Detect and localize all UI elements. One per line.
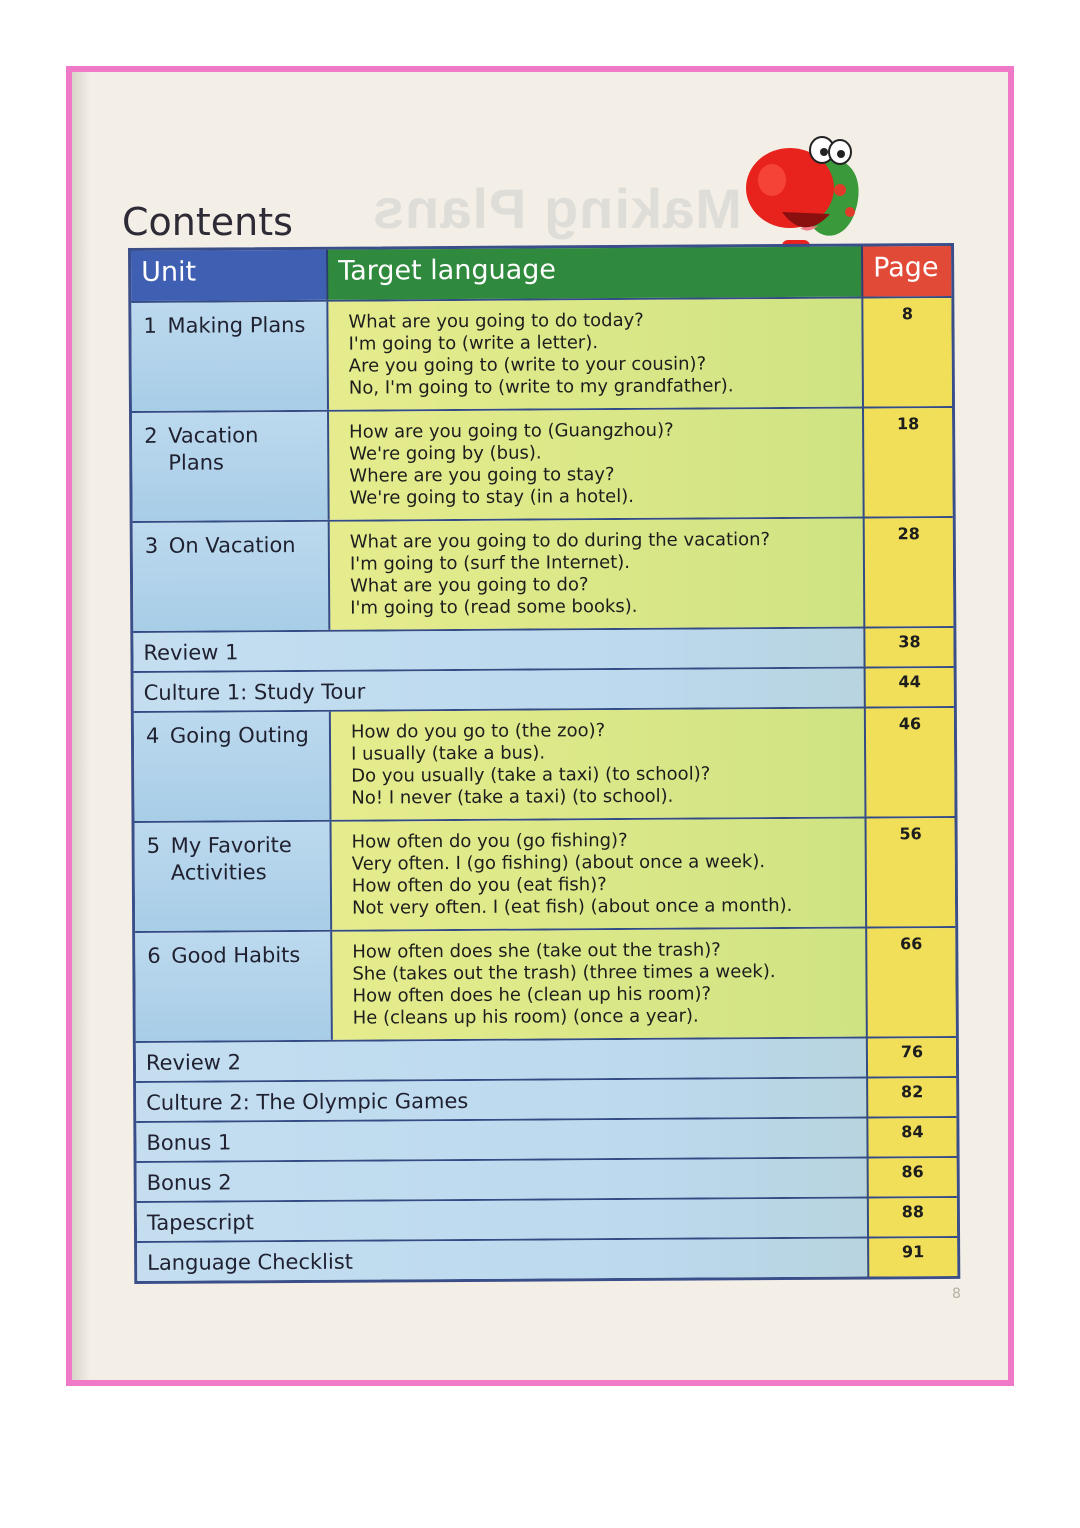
table-row xyxy=(136,1116,956,1161)
target-line: We're going to stay (in a hotel). xyxy=(349,485,634,509)
target-language-cell xyxy=(326,299,862,410)
header-page: Page xyxy=(861,246,951,297)
unit-name: Vacation Plans xyxy=(168,423,259,475)
table-row xyxy=(136,1036,956,1081)
table-row xyxy=(131,296,952,411)
target-line: How often do you (go fishing)? xyxy=(351,829,628,853)
page-number-cell: 82 xyxy=(866,1078,956,1117)
target-line: Where are you going to stay? xyxy=(349,464,615,487)
table-header xyxy=(131,246,951,301)
contents-table xyxy=(128,243,960,1284)
page-number-cell: 66 xyxy=(865,928,956,1037)
unit-name: On Vacation xyxy=(168,532,296,558)
section-label: Language Checklist xyxy=(137,1239,867,1281)
unit-name: Good Habits xyxy=(171,942,301,968)
unit-cell xyxy=(134,712,330,821)
table-row xyxy=(135,926,956,1041)
target-line: What are you going to do during the vacation? xyxy=(349,529,771,553)
section-label: Tapescript xyxy=(137,1199,867,1241)
unit-cell xyxy=(132,412,328,521)
target-line: No, I'm going to (write to my grandfather). xyxy=(348,375,734,399)
unit-cell xyxy=(133,522,329,631)
section-label: Bonus 1 xyxy=(136,1119,866,1161)
table-row xyxy=(136,1076,956,1121)
target-line: How do you go to (the zoo)? xyxy=(350,720,606,743)
target-line: What are you going to do today? xyxy=(348,309,644,333)
table-row xyxy=(137,1196,957,1241)
target-language-cell xyxy=(330,819,866,930)
target-line: Not very often. I (eat fish) (about once a month). xyxy=(351,894,793,919)
target-line: I'm going to (write a letter). xyxy=(348,332,599,355)
target-line: We're going by (bus). xyxy=(349,442,542,465)
page-number: 8 xyxy=(952,1286,961,1302)
section-label: Review 1 xyxy=(133,629,863,671)
page-number-cell: 56 xyxy=(864,818,955,927)
target-language-cell xyxy=(328,519,864,630)
page-number-cell: 84 xyxy=(866,1118,956,1157)
header-unit: Unit xyxy=(131,250,326,301)
mascot-icon xyxy=(742,120,872,260)
section-label: Bonus 2 xyxy=(137,1159,867,1201)
unit-number: 6 xyxy=(147,943,161,968)
target-line: Very often. I (go fishing) (about once a week). xyxy=(351,851,766,875)
table-row xyxy=(137,1236,957,1281)
target-language-cell xyxy=(327,409,863,520)
ghost-title-show-through: Making Plans xyxy=(372,177,742,240)
table-row xyxy=(137,1156,957,1201)
target-line: I'm going to (read some books). xyxy=(350,595,638,619)
unit-number: 5 xyxy=(146,833,161,858)
page-number-cell: 18 xyxy=(862,408,953,517)
section-label: Culture 1: Study Tour xyxy=(134,669,864,711)
target-line: She (takes out the trash) (three times a week). xyxy=(352,961,776,985)
target-line: What are you going to do? xyxy=(350,574,589,597)
section-label: Review 2 xyxy=(136,1039,866,1081)
page-frame xyxy=(66,66,1014,1386)
target-line: He (cleans up his room) (once a year). xyxy=(352,1005,699,1029)
page-number-cell: 8 xyxy=(861,298,952,407)
unit-number: 2 xyxy=(144,423,158,448)
target-line: How often do you (eat fish)? xyxy=(351,874,607,897)
target-line: How often does he (clean up his room)? xyxy=(352,983,712,1007)
target-line: I'm going to (surf the Internet). xyxy=(349,551,631,575)
page-number-cell: 91 xyxy=(867,1238,957,1277)
table-row xyxy=(134,706,955,821)
page-number-cell: 76 xyxy=(866,1038,956,1077)
target-line: I usually (take a bus). xyxy=(351,742,546,765)
section-label: Culture 2: The Olympic Games xyxy=(136,1079,866,1121)
page-number-cell: 38 xyxy=(863,628,953,667)
unit-cell xyxy=(135,932,331,1041)
unit-cell xyxy=(135,822,331,931)
unit-name: Going Outing xyxy=(169,722,309,748)
target-language-cell xyxy=(329,709,865,820)
target-line: How are you going to (Guangzhou)? xyxy=(349,419,674,443)
page-title: Contents xyxy=(122,200,293,244)
target-line: Do you usually (take a taxi) (to school)? xyxy=(351,763,711,787)
table-row xyxy=(133,626,953,671)
unit-number: 3 xyxy=(144,533,159,558)
target-language-cell xyxy=(330,929,866,1040)
unit-number: 4 xyxy=(145,723,160,748)
table-row xyxy=(132,406,953,521)
page-number-cell: 28 xyxy=(863,518,954,627)
target-line: No! I never (take a taxi) (to school). xyxy=(351,785,674,809)
unit-cell xyxy=(131,302,327,411)
header-target-language: Target language xyxy=(326,247,861,300)
page-number-cell: 88 xyxy=(867,1198,957,1237)
page-number-cell: 86 xyxy=(867,1158,957,1197)
target-line: How often does she (take out the trash)? xyxy=(352,939,721,963)
unit-name: My Favorite Activities xyxy=(170,833,292,885)
page-number-cell: 44 xyxy=(864,668,954,707)
table-row xyxy=(135,816,956,931)
table-row xyxy=(134,666,954,711)
page-number-cell: 46 xyxy=(864,708,955,817)
table-row xyxy=(133,516,954,631)
paper-fold xyxy=(72,72,90,1380)
unit-name: Making Plans xyxy=(167,312,306,338)
unit-number: 1 xyxy=(143,313,157,338)
target-line: Are you going to (write to your cousin)? xyxy=(348,353,707,377)
